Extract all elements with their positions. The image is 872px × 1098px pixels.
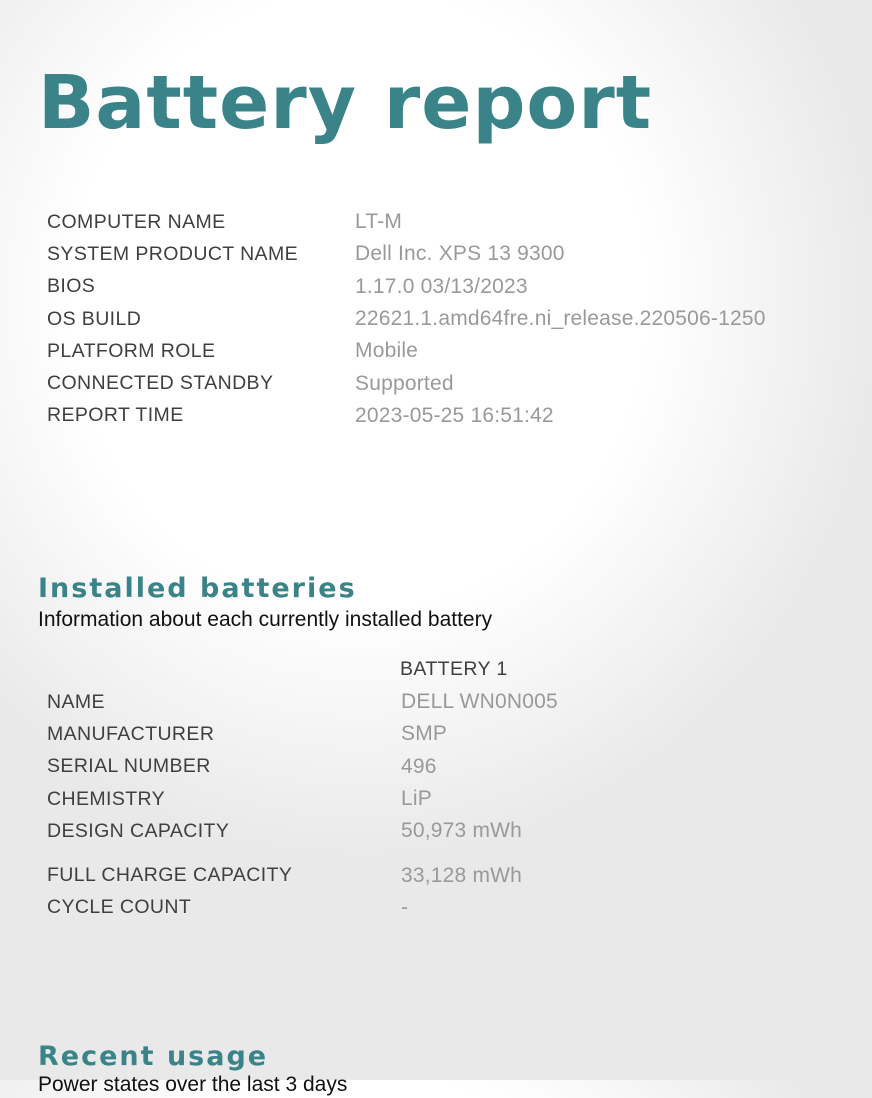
- row-label: SYSTEM PRODUCT NAME: [47, 242, 299, 265]
- battery-row-manufacturer: [47, 718, 558, 750]
- system-info-row-bios: [47, 271, 766, 303]
- row-label: CYCLE COUNT: [47, 896, 192, 919]
- row-label: DESIGN CAPACITY: [47, 819, 230, 842]
- battery-column-header: BATTERY 1: [400, 658, 508, 680]
- installed-batteries-heading: Installed batteries: [38, 573, 357, 604]
- row-value: 22621.1.amd64fre.ni_release.220506-1250: [355, 307, 766, 331]
- row-value: DELL WN0N005: [401, 690, 558, 714]
- installed-batteries-subtitle: Information about each currently installed battery: [38, 608, 493, 631]
- battery-row-chemistry: [47, 783, 558, 815]
- row-label: CONNECTED STANDBY: [47, 372, 274, 395]
- row-value: 2023-05-25 16:51:42: [355, 403, 554, 427]
- row-value: 1.17.0 03/13/2023: [355, 274, 528, 298]
- battery-row-full-charge-capacity: [47, 847, 558, 891]
- row-value: Dell Inc. XPS 13 9300: [355, 242, 565, 266]
- recent-usage-subtitle: Power states over the last 3 days: [38, 1073, 348, 1096]
- battery-row-cycle-count: [47, 892, 558, 924]
- row-label: PLATFORM ROLE: [47, 339, 216, 362]
- row-value: 33,128 mWh: [401, 863, 523, 887]
- row-value: LiP: [401, 787, 432, 811]
- row-label: REPORT TIME: [47, 404, 184, 427]
- row-label: NAME: [47, 690, 105, 713]
- battery-row-name: [47, 686, 558, 718]
- row-label: SERIAL NUMBER: [47, 755, 211, 778]
- battery-row-design-capacity: [47, 815, 558, 847]
- system-info-row-os-build: [47, 303, 766, 335]
- row-value: 496: [401, 754, 437, 778]
- row-value: -: [401, 895, 409, 919]
- row-label: MANUFACTURER: [47, 722, 215, 745]
- row-label: COMPUTER NAME: [47, 210, 226, 233]
- battery-row-serial-number: [47, 751, 558, 783]
- row-label: OS BUILD: [47, 307, 142, 330]
- page-title: Battery report: [38, 60, 653, 146]
- row-value: Supported: [355, 371, 454, 395]
- system-info-row-computer-name: [47, 206, 766, 238]
- recent-usage-heading: Recent usage: [38, 1041, 269, 1072]
- row-value: SMP: [401, 722, 448, 746]
- row-value: LT-M: [355, 210, 403, 234]
- battery-info-table: [47, 686, 558, 924]
- system-info-row-product-name: [47, 238, 766, 270]
- system-info-row-report-time: [47, 400, 766, 432]
- row-label: FULL CHARGE CAPACITY: [47, 864, 293, 887]
- system-info-row-platform-role: [47, 335, 766, 367]
- row-label: BIOS: [47, 275, 96, 298]
- row-label: CHEMISTRY: [47, 787, 166, 810]
- row-value: Mobile: [355, 339, 419, 363]
- system-info-row-connected-standby: [47, 367, 766, 399]
- system-info-table: [47, 206, 766, 432]
- row-value: 50,973 mWh: [401, 819, 523, 843]
